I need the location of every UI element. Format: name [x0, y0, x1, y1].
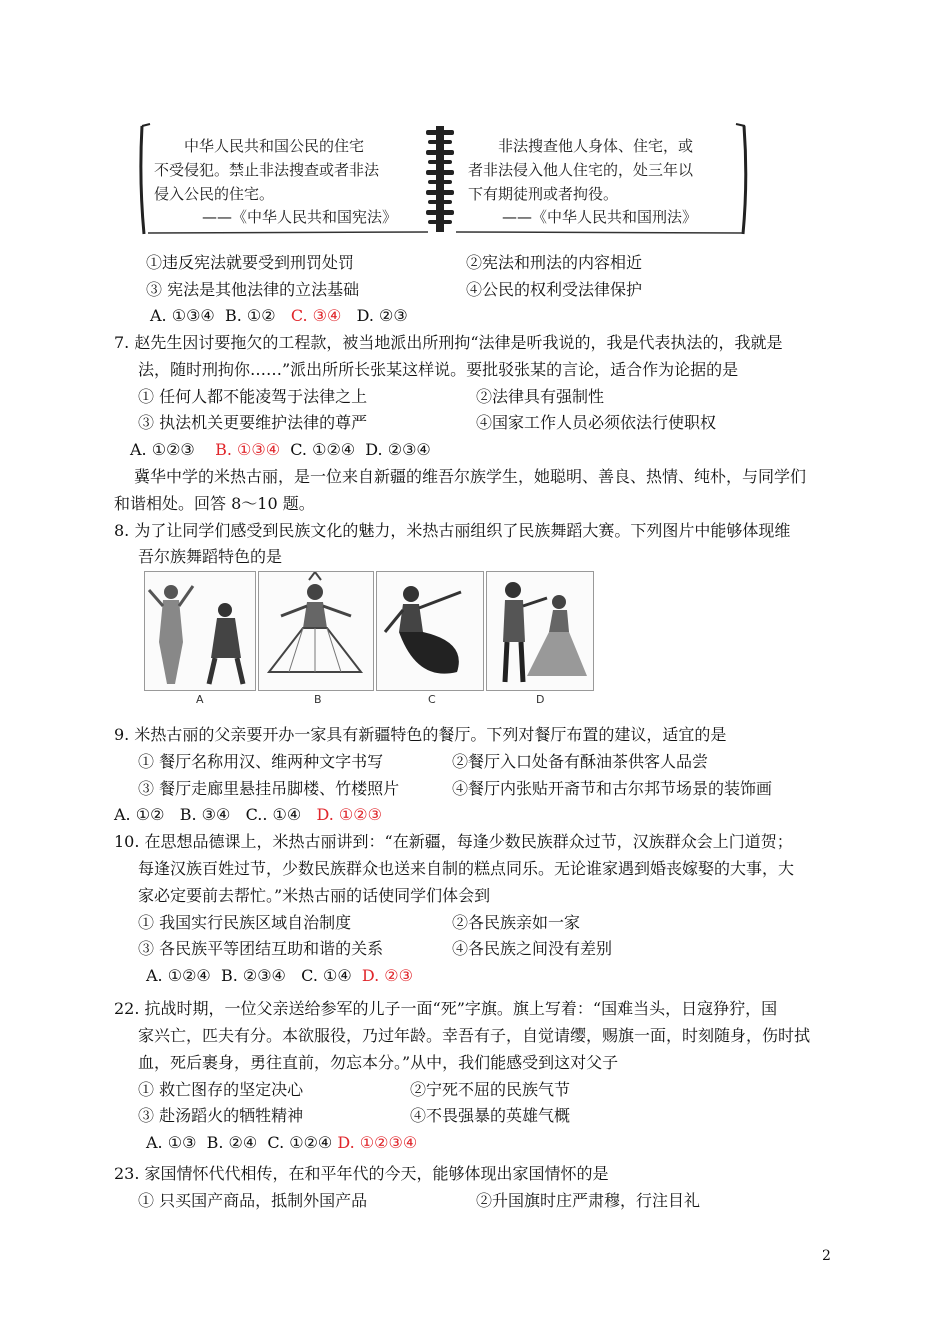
- q6-option-a: A. ①③④: [150, 306, 215, 325]
- q6-statement-3: ③ 宪法是其他法律的立法基础: [146, 280, 360, 299]
- page-number: 2: [822, 1248, 831, 1264]
- q10-stem-line-3: 家必定要前去帮忙。”米热古丽的话使同学们体会到: [138, 886, 491, 905]
- q9-statement-4: ④餐厅内张贴开斋节和古尔邦节场景的装饰画: [452, 779, 773, 798]
- constitution-source: ——《中华人民共和国宪法》: [202, 208, 398, 226]
- criminal-law-quote: [468, 134, 736, 206]
- constitution-line-1: 中华人民共和国公民的住宅: [184, 137, 365, 155]
- dancer-spin-icon: [377, 572, 483, 690]
- criminal-law-source: ——《中华人民共和国刑法》: [502, 208, 698, 226]
- intro-line-1: 冀华中学的米热古丽，是一位来自新疆的维吾尔族学生，她聪明、善良、热情、纯朴，与同学们: [134, 467, 807, 486]
- criminal-law-line-3: 下有期徒刑或者拘役。: [468, 185, 619, 203]
- intro-line-2: 和谐相处。回答 8～10 题。: [114, 494, 315, 513]
- dance-label-c: C: [428, 693, 436, 706]
- q7-option-c: C. ①②④: [290, 440, 356, 459]
- q7-stem-line-2: 法，随时刑拘你……”派出所所长张某这样说。要批驳张某的言论，适合作为论据的是: [138, 360, 739, 379]
- q9-option-b: B. ③④: [179, 805, 231, 824]
- q6-statement-4: ④公民的权利受法律保护: [466, 280, 643, 299]
- q9-option-a: A. ①②: [114, 805, 165, 824]
- q10-statement-2: ②各民族亲如一家: [452, 913, 581, 932]
- law-quote-box: [138, 120, 750, 238]
- constitution-quote: [154, 134, 416, 206]
- q22-stem-line-3: 血，死后裹身，勇往直前，勿忘本分。”从中，我们能感受到这对父子: [138, 1053, 619, 1072]
- dance-image-c: [376, 571, 484, 691]
- q9-statement-1: ① 餐厅名称用汉、维两种文字书写: [138, 752, 384, 771]
- q6-options: [150, 305, 408, 327]
- q10-statement-3: ③ 各民族平等团结互助和谐的关系: [138, 939, 384, 958]
- q23-stem: 23. 家国情怀代代相传，在和平年代的今天，能够体现出家国情怀的是: [114, 1164, 609, 1183]
- q9-statement-2: ②餐厅入口处备有酥油茶供客人品尝: [452, 752, 709, 771]
- constitution-line-3: 侵入公民的住宅。: [154, 185, 275, 203]
- q22-statement-3: ③ 赴汤蹈火的牺牲精神: [138, 1106, 304, 1125]
- q8-stem-line-1: 8. 为了让同学们感受到民族文化的魅力，米热古丽组织了民族舞蹈大赛。下列图片中能够体现维: [114, 521, 791, 540]
- q6-statement-1: ①违反宪法就要受到刑罚处罚: [146, 253, 355, 272]
- criminal-law-line-2: 者非法侵入他人住宅的，处三年以: [468, 161, 694, 179]
- q6-statement-2: ②宪法和刑法的内容相近: [466, 253, 643, 272]
- chain-divider-icon: [426, 126, 454, 232]
- q7-statement-1: ① 任何人都不能凌驾于法律之上: [138, 387, 368, 406]
- q10-stem-line-1: 10. 在思想品德课上，米热古丽讲到：“在新疆，每逢少数民族群众过节，汉族群众会上门道贺；: [114, 832, 793, 851]
- q23-statement-1: ① 只买国产商品，抵制外国产品: [138, 1191, 368, 1210]
- q9-option-d-answer: D. ①②③: [316, 805, 382, 824]
- q22-stem-line-1: 22. 抗战时期，一位父亲送给参军的儿子一面“死”字旗。旗上写着：“国难当头，日寇狰狞，国: [114, 999, 778, 1018]
- q22-option-d-answer: D. ①②③④: [337, 1133, 418, 1152]
- dance-image-d: [486, 571, 594, 691]
- q22-option-b: B. ②④: [206, 1133, 258, 1152]
- q6-option-c-answer: C. ③④: [290, 306, 342, 325]
- dance-label-d: D: [536, 693, 545, 706]
- q22-statement-2: ②宁死不屈的民族气节: [410, 1080, 571, 1099]
- q10-option-a: A. ①②④: [146, 966, 211, 985]
- dance-label-a: A: [196, 693, 204, 706]
- dance-images: [144, 571, 596, 711]
- q8-stem-line-2: 吾尔族舞蹈特色的是: [138, 547, 283, 566]
- dancer-pair-icon: [145, 572, 255, 690]
- q9-option-c: C.. ①④: [245, 805, 302, 824]
- dance-image-b: [258, 571, 374, 691]
- q22-stem-line-2: 家兴亡，匹夫有分。本欲服役，乃过年龄。幸吾有子，自觉请缨，赐旗一面，时刻随身，伤时拭: [138, 1026, 811, 1045]
- constitution-line-2: 不受侵犯。禁止非法搜查或者非法: [154, 161, 380, 179]
- q22-option-c: C. ①②④: [267, 1133, 333, 1152]
- q7-stem-line-1: 7. 赵先生因讨要拖欠的工程款，被当地派出所刑拘“法律是听我说的，我是代表执法的，我就是: [114, 333, 783, 352]
- q10-option-d-answer: D. ②③: [361, 966, 413, 985]
- q10-stem-line-2: 每逢汉族百姓过节，少数民族群众也送来自制的糕点同乐。无论谁家遇到婚丧嫁娶的大事，大: [138, 859, 795, 878]
- q7-statement-3: ③ 执法机关更要维护法律的尊严: [138, 413, 368, 432]
- q9-statement-3: ③ 餐厅走廊里悬挂吊脚楼、竹楼照片: [138, 779, 400, 798]
- q22-statement-1: ① 救亡图存的坚定决心: [138, 1080, 304, 1099]
- q10-options: [146, 965, 413, 987]
- q7-statement-4: ④国家工作人员必须依法行使职权: [476, 413, 717, 432]
- q7-statement-2: ②法律具有强制性: [476, 387, 605, 406]
- dance-label-b: B: [314, 693, 322, 706]
- criminal-law-line-1: 非法搜查他人身体、住宅，或: [498, 137, 694, 155]
- q7-option-b-answer: B. ①③④: [215, 440, 281, 459]
- q22-options: [146, 1132, 417, 1154]
- q10-statement-4: ④各民族之间没有差别: [452, 939, 613, 958]
- dance-image-a: [144, 571, 256, 691]
- q23-statement-2: ②升国旗时庄严肃穆，行注目礼: [476, 1191, 701, 1210]
- q6-option-d: D. ②③: [356, 306, 408, 325]
- q6-option-b: B. ①②: [224, 306, 276, 325]
- dancer-skirt-icon: [259, 572, 373, 690]
- q9-options: [114, 804, 382, 826]
- q22-statement-4: ④不畏强暴的英雄气概: [410, 1106, 571, 1125]
- dancer-couple-icon: [487, 572, 593, 690]
- q10-option-c: C. ①④: [301, 966, 352, 985]
- q7-options: [130, 439, 431, 461]
- q10-statement-1: ① 我国实行民族区域自治制度: [138, 913, 352, 932]
- q22-option-a: A. ①③: [146, 1133, 197, 1152]
- q9-stem: 9. 米热古丽的父亲要开办一家具有新疆特色的餐厅。下列对餐厅布置的建议，适宜的是: [114, 725, 727, 744]
- q7-option-d: D. ②③④: [365, 440, 431, 459]
- q10-option-b: B. ②③④: [220, 966, 286, 985]
- q7-option-a: A. ①②③: [130, 440, 195, 459]
